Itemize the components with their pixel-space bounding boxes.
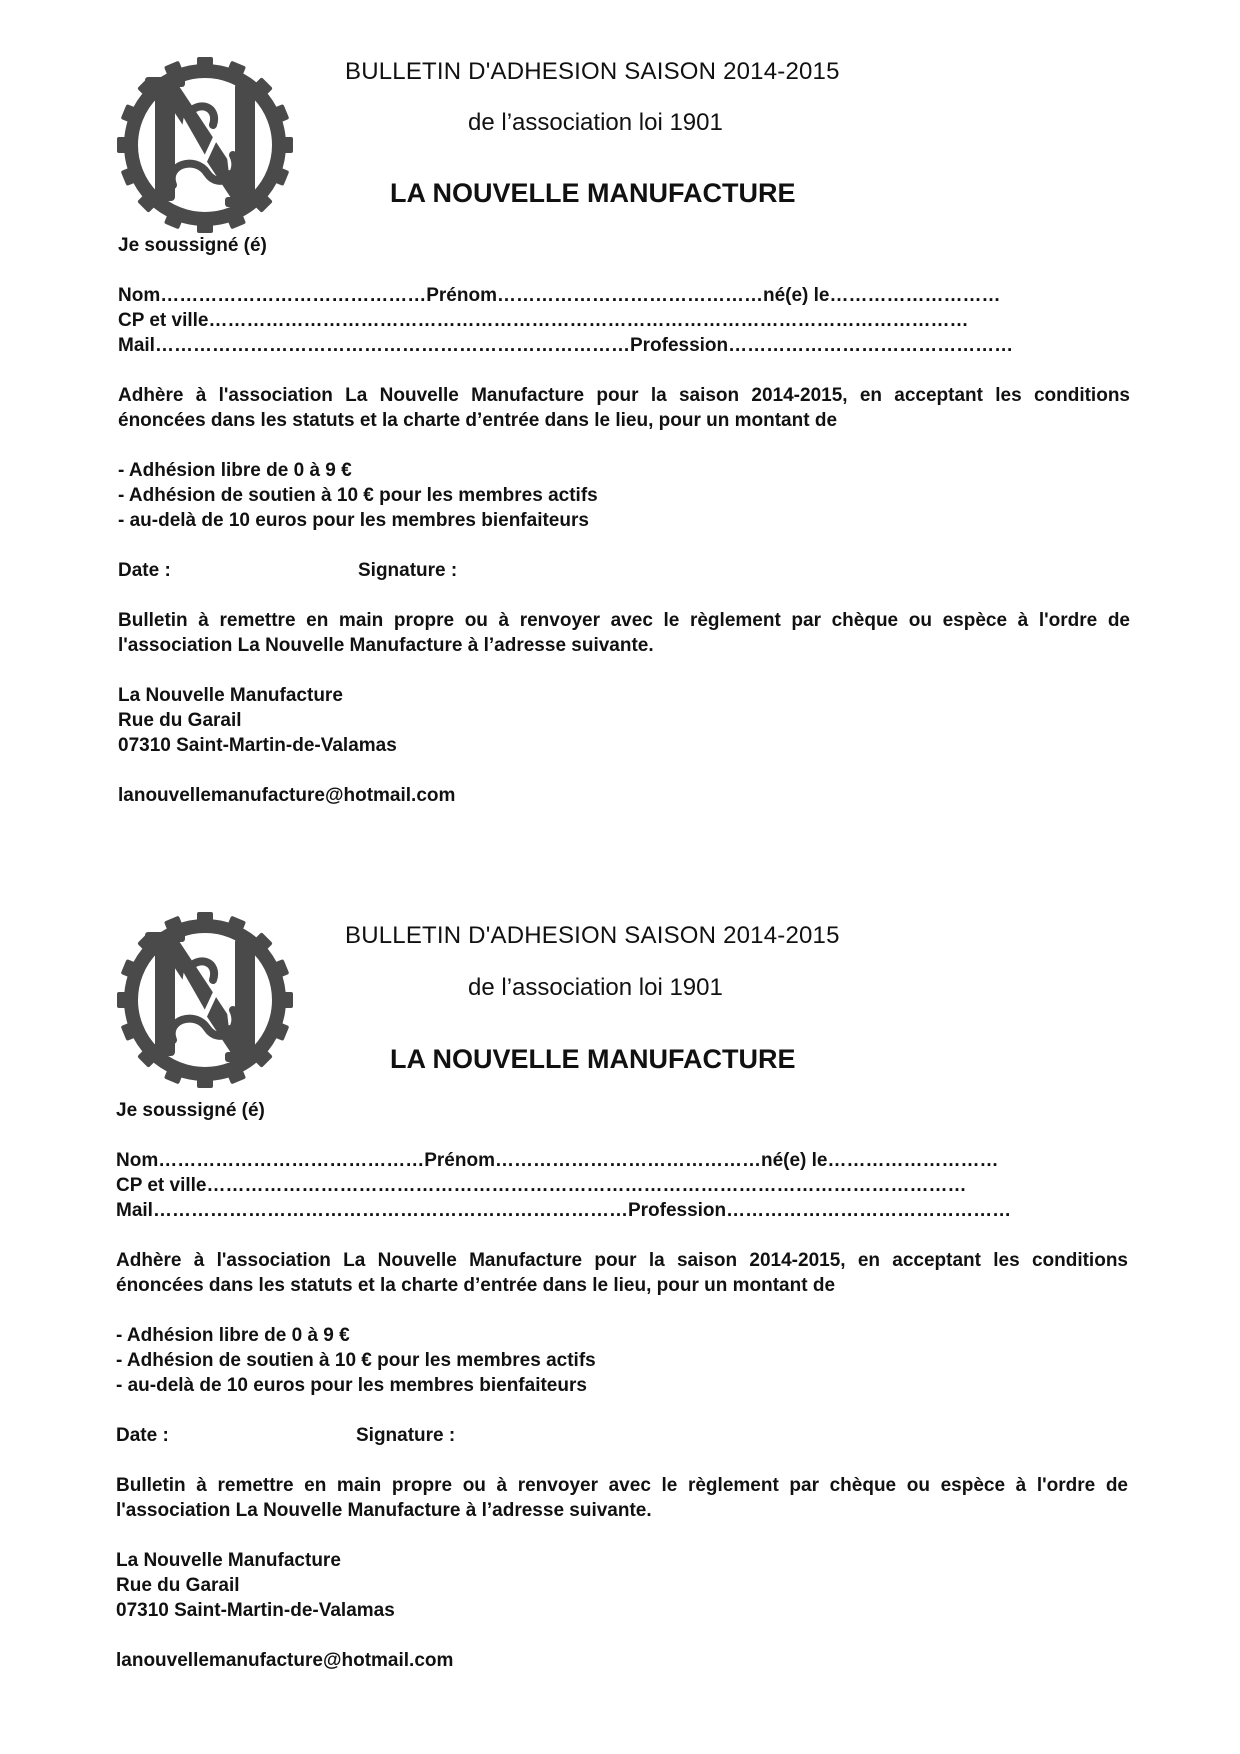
postal-address [118,683,1130,758]
date-signature-row [118,558,1130,583]
address-line-1: La Nouvelle Manufacture [118,685,343,706]
signature-label[interactable]: Signature : [356,1425,456,1446]
membership-form-top [0,0,1240,860]
form-title: BULLETIN D'ADHESION SAISON 2014-2015 [345,922,840,949]
instructions-paragraph: Bulletin à remettre en main propre ou à renvoyer avec le règlement par chèque ou espèce à l'ordre de l'association La Nouvelle Manufacture à l’adresse suivante. [118,610,1130,656]
postal-address [116,1548,1128,1623]
signature-label[interactable]: Signature : [358,560,458,581]
form-body [118,233,1130,808]
address-line-3: 07310 Saint-Martin-de-Valamas [116,1600,395,1621]
name-fields-line[interactable]: Nom……………………………………Prénom……………………………………né(e) le……………………… [118,285,1001,306]
membership-paragraph: Adhère à l'association La Nouvelle Manufacture pour la saison 2014-2015, en acceptant les conditions énoncées dans les statuts et la charte d’entrée dans le lieu, pour un montant de [116,1250,1128,1296]
address-line-3: 07310 Saint-Martin-de-Valamas [118,735,397,756]
option-support: - Adhésion de soutien à 10 € pour les membres actifs [118,485,598,506]
nm-monogram-gear-logo-icon [115,910,295,1090]
contact-email[interactable]: lanouvellemanufacture@hotmail.com [118,785,456,806]
name-fields-line[interactable]: Nom……………………………………Prénom……………………………………né(e) le……………………… [116,1150,999,1171]
mail-profession-fields-line[interactable]: Mail…………………………………………………………………Profession……………………………………… [118,335,1014,356]
option-benefactor: - au-delà de 10 euros pour les membres bienfaiteurs [116,1375,587,1396]
form-subtitle: de l’association loi 1901 [468,974,723,1001]
city-field-line[interactable]: CP et ville………………………………………………………………………………………………………… [116,1175,967,1196]
instructions-paragraph: Bulletin à remettre en main propre ou à renvoyer avec le règlement par chèque ou espèce à l'ordre de l'association La Nouvelle Manufacture à l’adresse suivante. [116,1475,1128,1521]
organization-name: LA NOUVELLE MANUFACTURE [390,178,796,208]
option-free: - Adhésion libre de 0 à 9 € [118,460,352,481]
form-subtitle: de l’association loi 1901 [468,109,723,136]
organization-name: LA NOUVELLE MANUFACTURE [390,1044,796,1074]
membership-paragraph: Adhère à l'association La Nouvelle Manufacture pour la saison 2014-2015, en acceptant les conditions énoncées dans les statuts et la charte d’entrée dans le lieu, pour un montant de [118,385,1130,431]
option-benefactor: - au-delà de 10 euros pour les membres bienfaiteurs [118,510,589,531]
mail-profession-fields-line[interactable]: Mail…………………………………………………………………Profession……………………………………… [116,1200,1012,1221]
date-label[interactable]: Date : [118,560,171,581]
contact-email[interactable]: lanouvellemanufacture@hotmail.com [116,1650,454,1671]
address-line-2: Rue du Garail [116,1575,240,1596]
option-free: - Adhésion libre de 0 à 9 € [116,1325,350,1346]
membership-form-bottom [0,860,1240,1720]
form-title: BULLETIN D'ADHESION SAISON 2014-2015 [345,58,840,85]
address-line-1: La Nouvelle Manufacture [116,1550,341,1571]
date-signature-row [116,1423,1128,1448]
option-support: - Adhésion de soutien à 10 € pour les membres actifs [116,1350,596,1371]
intro-text: Je soussigné (é) [116,1100,265,1121]
nm-monogram-gear-logo-icon [115,55,295,235]
date-label[interactable]: Date : [116,1425,169,1446]
form-body [116,1098,1128,1673]
intro-text: Je soussigné (é) [118,235,267,256]
city-field-line[interactable]: CP et ville………………………………………………………………………………………………………… [118,310,969,331]
address-line-2: Rue du Garail [118,710,242,731]
